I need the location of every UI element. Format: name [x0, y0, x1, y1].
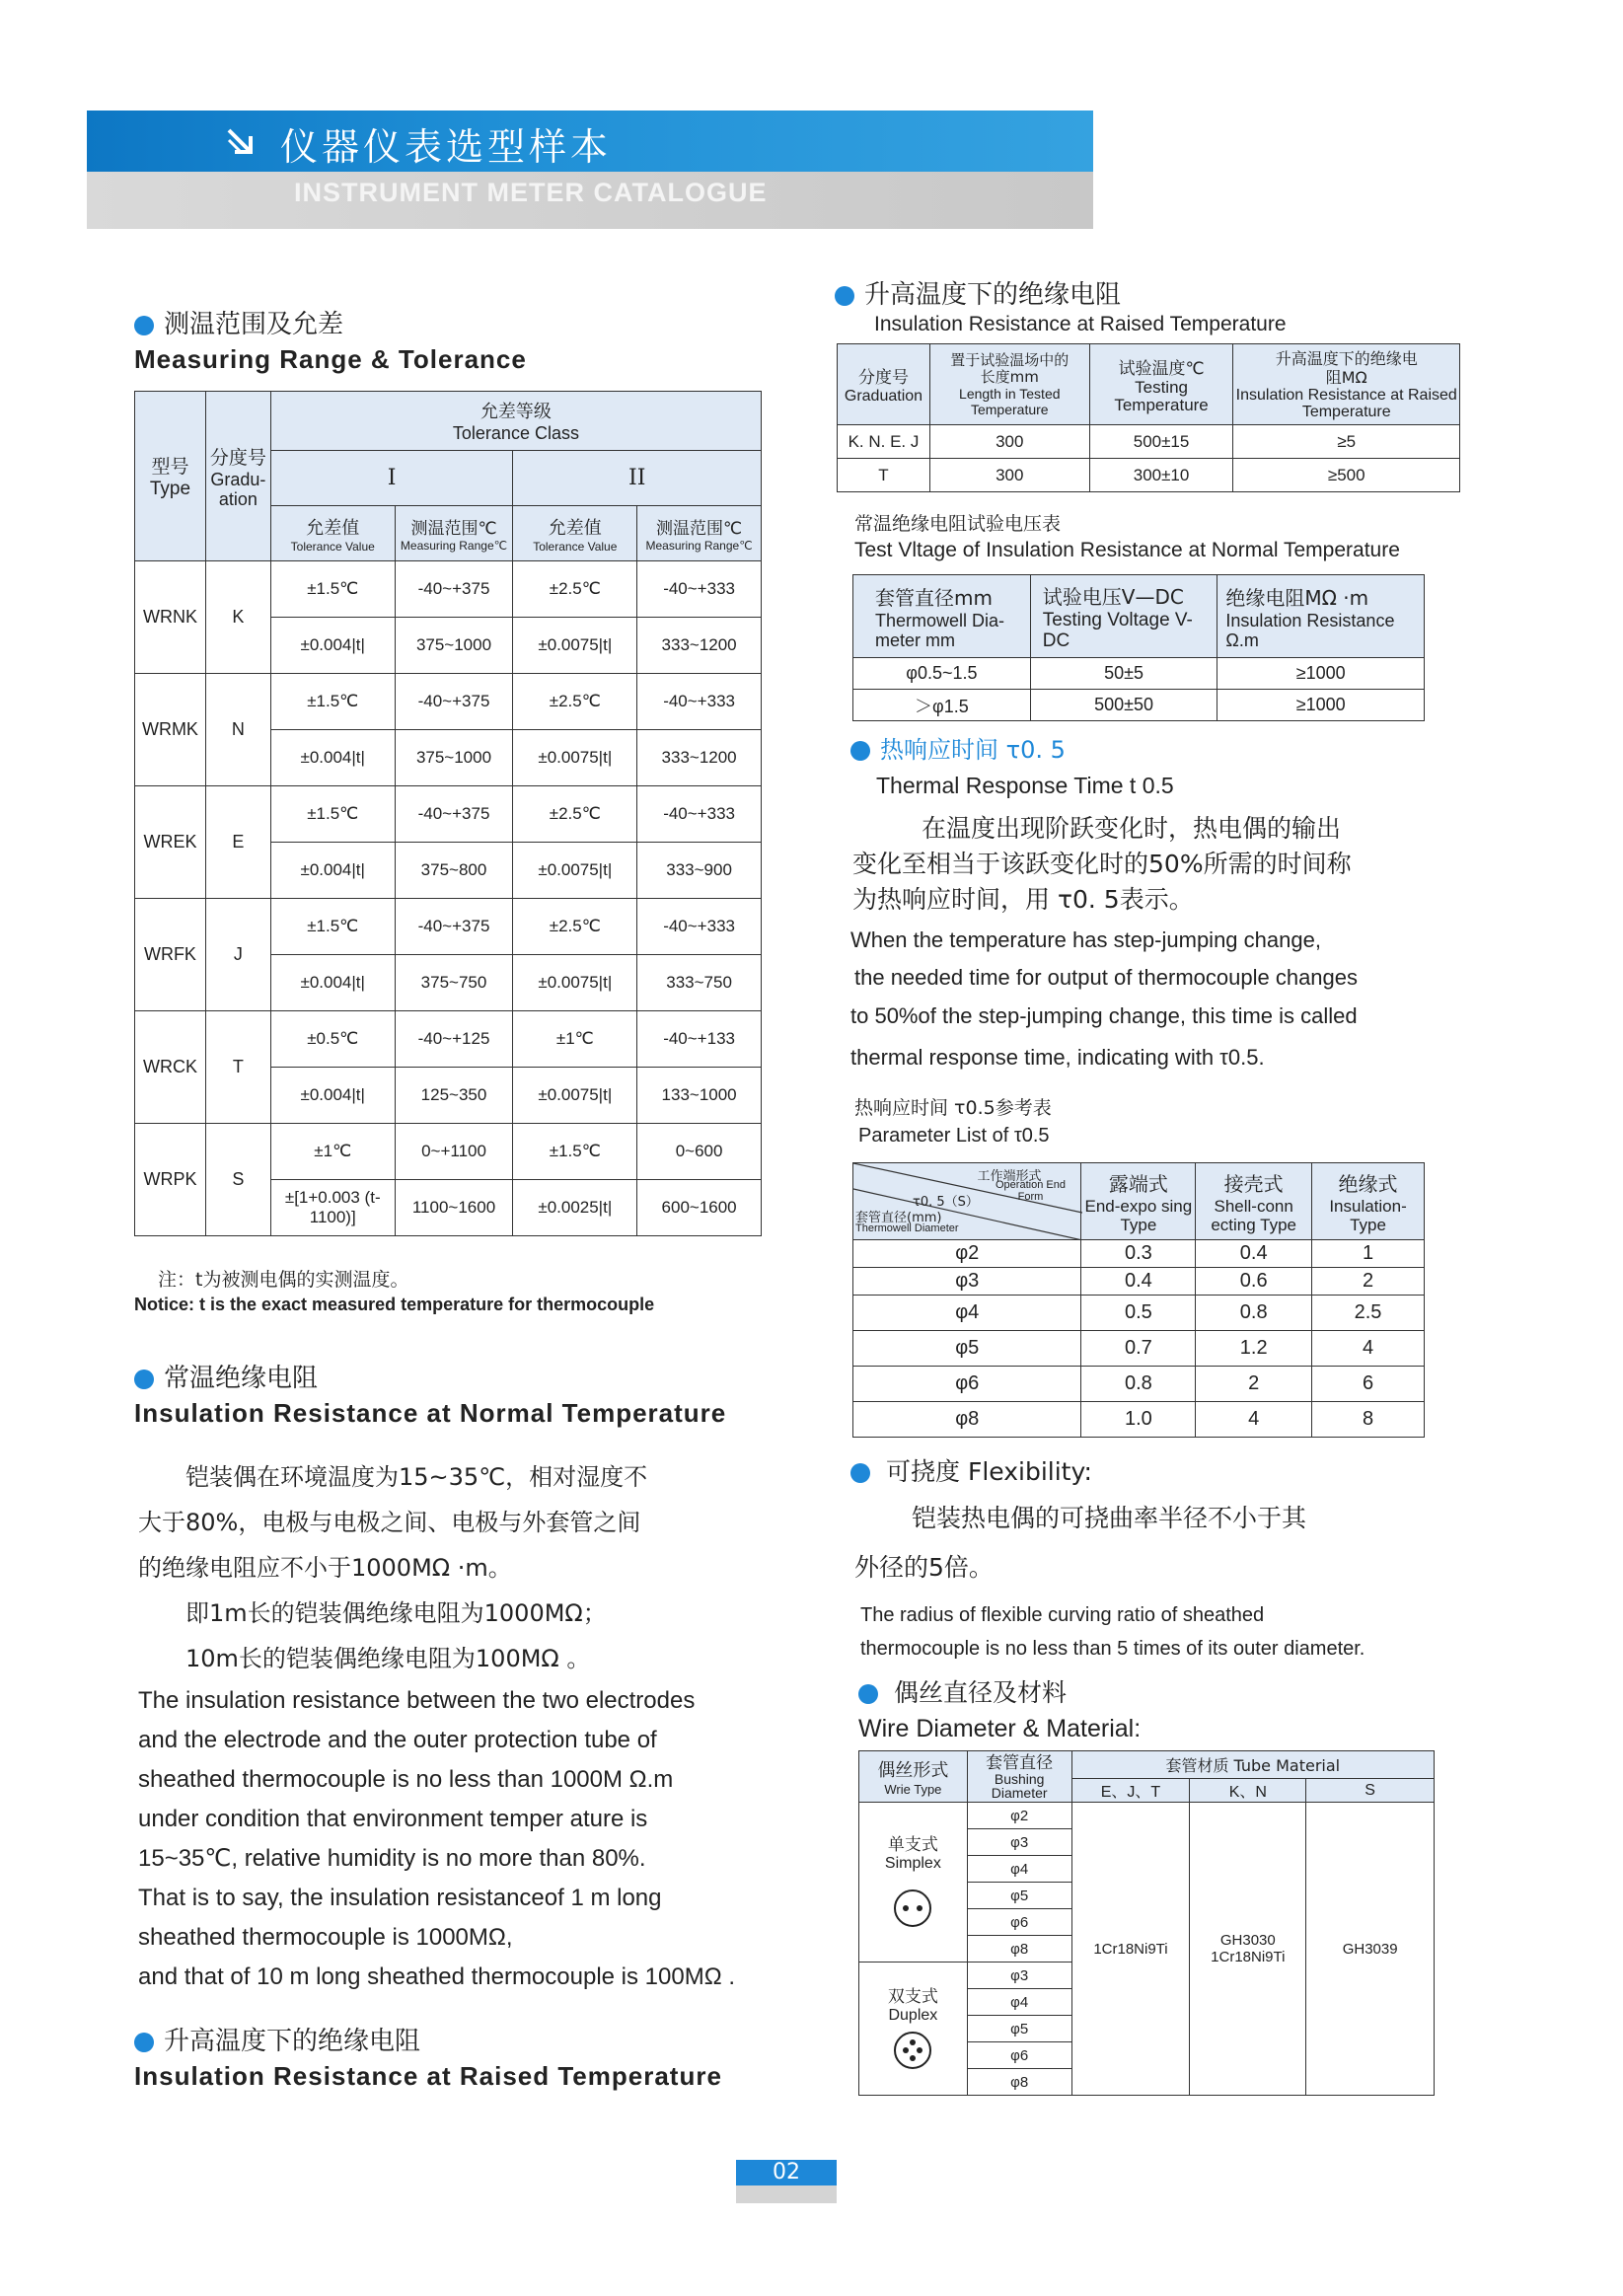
- raised-cell: ≥5: [1233, 425, 1460, 459]
- type-cell: WRPK: [135, 1124, 206, 1236]
- wire-dia-cell: φ6: [967, 1909, 1071, 1936]
- tolerance-cell: ±2.5℃: [513, 561, 637, 618]
- raised-left-title-cn: 升高温度下的绝缘电阻: [164, 2027, 421, 2056]
- duplex-cell: 双支式 Duplex: [859, 1963, 968, 2096]
- class-two-header: II: [513, 451, 762, 506]
- wire-dia-cell: φ5: [967, 1883, 1071, 1909]
- flex-heading: [850, 1452, 1092, 1488]
- raised-table: [837, 343, 1460, 492]
- table-row: [135, 786, 762, 843]
- raised-heading: [835, 274, 1287, 336]
- tolerance-cell: ±0.5℃: [270, 1011, 395, 1068]
- arrow-down-right-icon: [223, 124, 258, 160]
- tolerance-cell: ±1.5℃: [270, 674, 395, 730]
- normal-ins-title-en: Insulation Resistance at Normal Temperature: [134, 1398, 727, 1428]
- tolerance-cell: -40~+375: [395, 899, 513, 955]
- table-row: [853, 1367, 1425, 1402]
- tolerance-cell: 375~1000: [395, 730, 513, 786]
- table-row: [853, 1240, 1425, 1268]
- tolerance-cell: 0~+1100: [395, 1124, 513, 1180]
- tolerance-cell: ±0.0075|t|: [513, 955, 637, 1011]
- thermal-cell: φ3: [853, 1268, 1081, 1296]
- tolerance-cell: -40~+333: [637, 674, 762, 730]
- bullet-icon: [134, 316, 154, 335]
- thermal-title-cn: 热响应时间 τ0. 5: [880, 736, 1066, 764]
- tolerance-cell: ±2.5℃: [513, 786, 637, 843]
- tolerance-cell: ±1.5℃: [513, 1124, 637, 1180]
- thermal-cell: φ6: [853, 1367, 1081, 1402]
- thermal-cn-text: 在温度出现阶跃变化时，热电偶的输出 变化至相当于该跃变化时的50%所需的时间称 为热响应时间，用 τ0. 5表示。: [852, 814, 1352, 914]
- thermal-cell: 0.8: [1081, 1367, 1196, 1402]
- table-row: [135, 674, 762, 730]
- table-row: [853, 1402, 1425, 1438]
- voltage-h-voltage: 试验电压V—DC Testing Voltage V-DC: [1030, 575, 1217, 658]
- wire-dia-cell: φ8: [967, 1936, 1071, 1963]
- mr-header-1: 测温范围℃ Measuring Range℃: [395, 506, 513, 561]
- tolerance-cell: 0~600: [637, 1124, 762, 1180]
- raised-title-en: Insulation Resistance at Raised Temperature: [874, 313, 1287, 335]
- wire-table: [858, 1750, 1435, 2096]
- table-row: [135, 899, 762, 955]
- mr-header-2: 测温范围℃ Measuring Range℃: [637, 506, 762, 561]
- table-row: [859, 1803, 1435, 1829]
- raised-h-temp: 试验温度℃ Testing Temperature: [1089, 344, 1233, 425]
- flex-cn-text: 铠装热电偶的可挠曲率半径不小于其 外径的5倍。: [854, 1504, 1307, 1582]
- tolerance-cell: -40~+375: [395, 561, 513, 618]
- tolerance-cell: 600~1600: [637, 1180, 762, 1236]
- page-number: 02: [736, 2160, 837, 2203]
- normal-ins-cn-text: 铠装偶在环境温度为15~35℃，相对湿度不 大于80%，电极与电极之间、电极与外套管之间 的绝缘电阻应不小于1000MΩ ·m。 即1m长的铠装偶绝缘电阻为1000MΩ； 10m长的铠装偶绝缘电阻为100MΩ 。: [138, 1463, 648, 1672]
- tolerance-cell: -40~+333: [637, 786, 762, 843]
- wire-mat-col-2: K、N: [1190, 1779, 1306, 1803]
- thermal-cell: 0.6: [1196, 1268, 1312, 1296]
- tolerance-cell: 1100~1600: [395, 1180, 513, 1236]
- thermal-cell: φ8: [853, 1402, 1081, 1438]
- tolerance-cell: ±1.5℃: [270, 899, 395, 955]
- thermal-cell: 2.5: [1312, 1296, 1425, 1331]
- tolerance-cell: ±2.5℃: [513, 674, 637, 730]
- voltage-table: [852, 574, 1425, 721]
- raised-h-resistance: 升高温度下的绝缘电阻MΩ Insulation Resistance at Raised Temperature: [1233, 344, 1460, 425]
- wire-heading: [858, 1673, 1141, 1743]
- table-row: [135, 1124, 762, 1180]
- class-one-header: I: [270, 451, 513, 506]
- voltage-cell: 500±50: [1030, 690, 1217, 721]
- normal-ins-heading: [134, 1358, 726, 1429]
- tolerance-cell: ±0.004|t|: [270, 843, 395, 899]
- tolerance-table: [134, 391, 762, 1236]
- voltage-h-resistance: 绝缘电阻MΩ ·m Insulation Resistance Ω.m: [1217, 575, 1425, 658]
- type-cell: WRCK: [135, 1011, 206, 1124]
- type-header: 型号 Type: [135, 392, 206, 561]
- thermal-h-insulation: 绝缘式 Insulation- Type: [1312, 1163, 1425, 1240]
- tv-header-1: 允差值 Tolerance Value: [270, 506, 395, 561]
- tolerance-cell: ±1.5℃: [270, 561, 395, 618]
- wire-mat-col-1: E、J、T: [1071, 1779, 1190, 1803]
- wire-dia-cell: φ5: [967, 2016, 1071, 2042]
- tolerance-cell: ±0.004|t|: [270, 730, 395, 786]
- thermal-table-title-cn: 热响应时间 τ0.5参考表: [854, 1097, 1052, 1119]
- thermal-cell: 4: [1312, 1331, 1425, 1367]
- bullet-icon: [850, 1463, 870, 1483]
- bullet-icon: [850, 741, 870, 761]
- tolerance-cell: 375~800: [395, 843, 513, 899]
- raised-cell: ≥500: [1233, 459, 1460, 492]
- tolerance-cell: 125~350: [395, 1068, 513, 1124]
- raised-h-graduation: 分度号 Graduation: [838, 344, 930, 425]
- graduation-cell: T: [205, 1011, 270, 1124]
- tolerance-cell: 133~1000: [637, 1068, 762, 1124]
- tolerance-cell: ±2.5℃: [513, 899, 637, 955]
- type-cell: WRMK: [135, 674, 206, 786]
- thermal-cell: 1: [1312, 1240, 1425, 1268]
- wire-h-type: 偶丝形式 Wrie Type: [859, 1751, 968, 1803]
- tolerance-cell: ±0.004|t|: [270, 955, 395, 1011]
- voltage-cell: ＞φ1.5: [853, 690, 1031, 721]
- bullet-icon: [858, 1684, 878, 1704]
- tolerance-cell: ±1℃: [513, 1011, 637, 1068]
- tolerance-cell: ±1.5℃: [270, 786, 395, 843]
- banner-title: 仪器仪表选型样本: [280, 125, 613, 169]
- graduation-cell: K: [205, 561, 270, 674]
- raised-cell: 500±15: [1089, 425, 1233, 459]
- tolerance-note-cn: 注：t为被测电偶的实测温度。: [158, 1269, 409, 1291]
- thermal-table-title-en: Parameter List of τ0.5: [858, 1125, 1050, 1147]
- raised-cell: T: [838, 459, 930, 492]
- wire-title-en: Wire Diameter & Material:: [858, 1715, 1142, 1742]
- thermal-cell: 0.4: [1196, 1240, 1312, 1268]
- raised-h-length: 置于试验温场中的长度mm Length in Tested Temperature: [929, 344, 1089, 425]
- normal-ins-title-cn: 常温绝缘电阻: [164, 1364, 319, 1393]
- thermal-heading: [850, 730, 1174, 799]
- thermal-cell: 4: [1196, 1402, 1312, 1438]
- thermal-cell: φ4: [853, 1296, 1081, 1331]
- flex-en-text: The radius of flexible curving ratio of sheathed thermocouple is no less than 5 times of its outer diameter.: [860, 1604, 1365, 1660]
- table-row: [853, 1268, 1425, 1296]
- tolerance-cell: -40~+125: [395, 1011, 513, 1068]
- thermal-title-en: Thermal Response Time t 0.5: [876, 773, 1174, 798]
- catalogue-banner: [87, 111, 1093, 229]
- raised-cell: K. N. E. J: [838, 425, 930, 459]
- tolerance-cell: -40~+333: [637, 561, 762, 618]
- wire-dia-cell: φ8: [967, 2069, 1071, 2096]
- wire-material-cell: GH3039: [1306, 1803, 1435, 2096]
- tolerance-cell: -40~+375: [395, 786, 513, 843]
- bullet-icon: [835, 286, 854, 306]
- raised-cell: 300: [929, 425, 1089, 459]
- thermal-table: [852, 1162, 1425, 1438]
- tolerance-cell: 333~900: [637, 843, 762, 899]
- duplex-wire-icon: [891, 2029, 934, 2072]
- table-row: [853, 1296, 1425, 1331]
- wire-dia-cell: φ3: [967, 1963, 1071, 1989]
- thermal-cell: 0.7: [1081, 1331, 1196, 1367]
- type-cell: WRNK: [135, 561, 206, 674]
- thermal-cell: 0.5: [1081, 1296, 1196, 1331]
- wire-h-material: 套管材质 Tube Material: [1071, 1751, 1434, 1779]
- tolerance-cell: ±[1+0.003 (t-1100)]: [270, 1180, 395, 1236]
- thermal-cell: 0.8: [1196, 1296, 1312, 1331]
- tolerance-cell: -40~+333: [637, 899, 762, 955]
- table-row: [853, 658, 1425, 690]
- table-row: [853, 690, 1425, 721]
- tolerance-title-cn: 测温范围及允差: [164, 310, 344, 339]
- tolerance-cell: 375~1000: [395, 618, 513, 674]
- graduation-cell: S: [205, 1124, 270, 1236]
- thermal-cell: 8: [1312, 1402, 1425, 1438]
- tolerance-cell: 333~1200: [637, 618, 762, 674]
- tv-header-2: 允差值 Tolerance Value: [513, 506, 637, 561]
- voltage-cell: 50±5: [1030, 658, 1217, 690]
- table-row: [838, 459, 1460, 492]
- thermal-cell: 1.0: [1081, 1402, 1196, 1438]
- thermal-h-shell: 接壳式 Shell-conn ecting Type: [1196, 1163, 1312, 1240]
- table-row: [135, 1011, 762, 1068]
- raised-title-cn: 升高温度下的绝缘电阻: [864, 280, 1122, 310]
- graduation-cell: E: [205, 786, 270, 899]
- tolerance-note-en: Notice: t is the exact measured temperature for thermocouple: [134, 1295, 655, 1314]
- voltage-h-dia: 套管直径mm Thermowell Dia- meter mm: [853, 575, 1031, 658]
- thermal-cell: 2: [1196, 1367, 1312, 1402]
- tolerance-cell: -40~+375: [395, 674, 513, 730]
- thermal-cell: 0.4: [1081, 1268, 1196, 1296]
- tolerance-cell: ±0.0075|t|: [513, 843, 637, 899]
- thermal-cell: φ5: [853, 1331, 1081, 1367]
- wire-h-dia: 套管直径 Bushing Diameter: [967, 1751, 1071, 1803]
- thermal-en-text: When the temperature has step-jumping change, the needed time for output of thermocouple changes to 50%of the step-jumping change, this time is called thermal response time, indicating with τ0.5.: [850, 927, 1359, 1070]
- bullet-icon: [134, 2033, 154, 2052]
- banner-subtitle: INSTRUMENT METER CATALOGUE: [294, 178, 768, 207]
- voltage-cell: ≥1000: [1217, 690, 1425, 721]
- bullet-icon: [134, 1370, 154, 1389]
- graduation-cell: N: [205, 674, 270, 786]
- voltage-cell: φ0.5~1.5: [853, 658, 1031, 690]
- simplex-cell: 单支式 Simplex: [859, 1803, 968, 1963]
- tolerance-cell: 333~1200: [637, 730, 762, 786]
- tolerance-cell: ±0.004|t|: [270, 618, 395, 674]
- tolerance-cell: ±1℃: [270, 1124, 395, 1180]
- tolerance-title-en: Measuring Range & Tolerance: [134, 344, 527, 374]
- tolerance-cell: ±0.0025|t|: [513, 1180, 637, 1236]
- wire-material-cell: 1Cr18Ni9Ti: [1071, 1803, 1190, 2096]
- voltage-title-en: Test Vltage of Insulation Resistance at Normal Temperature: [854, 539, 1400, 561]
- normal-ins-en-text: The insulation resistance between the two electrodes and the electrode and the outer protection tube of sheathed thermocouple is no less than 1000M Ω.m under condition that environment temper ature is 15~35℃, relative humidity is no more than 80%. That is to say, the insulation resistanceof 1 m long sheathed thermocouple is 1000MΩ, and that of 10 m long sheathed thermocouple is 100MΩ .: [138, 1687, 735, 1990]
- thermal-corner-cell: 工作端形式 Operation End Form τ0. 5（S） 套管直径(mm) Thermowell Diameter: [853, 1163, 1081, 1240]
- wire-dia-cell: φ3: [967, 1829, 1071, 1856]
- wire-title-cn: 偶丝直径及材料: [894, 1678, 1068, 1707]
- type-cell: WREK: [135, 786, 206, 899]
- raised-left-heading: [134, 2021, 722, 2092]
- table-row: [853, 1331, 1425, 1367]
- raised-cell: 300: [929, 459, 1089, 492]
- thermal-cell: 6: [1312, 1367, 1425, 1402]
- tolerance-cell: 333~750: [637, 955, 762, 1011]
- tolerance-class-header: 允差等级 Tolerance Class: [270, 392, 761, 451]
- raised-cell: 300±10: [1089, 459, 1233, 492]
- table-row: [838, 425, 1460, 459]
- thermal-h-endexpo: 露端式 End-expo sing Type: [1081, 1163, 1196, 1240]
- thermal-cell: φ2: [853, 1240, 1081, 1268]
- tolerance-cell: ±0.0075|t|: [513, 618, 637, 674]
- wire-mat-col-3: S: [1306, 1779, 1435, 1803]
- tolerance-heading: [134, 304, 527, 375]
- table-row: [135, 561, 762, 618]
- graduation-header: 分度号 Gradu-ation: [205, 392, 270, 561]
- graduation-cell: J: [205, 899, 270, 1011]
- tolerance-cell: 375~750: [395, 955, 513, 1011]
- voltage-cell: ≥1000: [1217, 658, 1425, 690]
- wire-dia-cell: φ4: [967, 1856, 1071, 1883]
- thermal-cell: 0.3: [1081, 1240, 1196, 1268]
- wire-dia-cell: φ6: [967, 2042, 1071, 2069]
- flex-title: 可挠度 Flexibility:: [886, 1457, 1092, 1486]
- tolerance-cell: ±0.004|t|: [270, 1068, 395, 1124]
- simplex-wire-icon: [891, 1887, 934, 1930]
- wire-dia-cell: φ2: [967, 1803, 1071, 1829]
- raised-left-title-en: Insulation Resistance at Raised Temperature: [134, 2061, 722, 2091]
- voltage-title-cn: 常温绝缘电阻试验电压表: [854, 513, 1062, 535]
- tolerance-cell: ±0.0075|t|: [513, 1068, 637, 1124]
- thermal-cell: 2: [1312, 1268, 1425, 1296]
- wire-material-cell: GH3030 1Cr18Ni9Ti: [1190, 1803, 1306, 2096]
- thermal-cell: 1.2: [1196, 1331, 1312, 1367]
- tolerance-cell: ±0.0075|t|: [513, 730, 637, 786]
- type-cell: WRFK: [135, 899, 206, 1011]
- tolerance-cell: -40~+133: [637, 1011, 762, 1068]
- wire-dia-cell: φ4: [967, 1989, 1071, 2016]
